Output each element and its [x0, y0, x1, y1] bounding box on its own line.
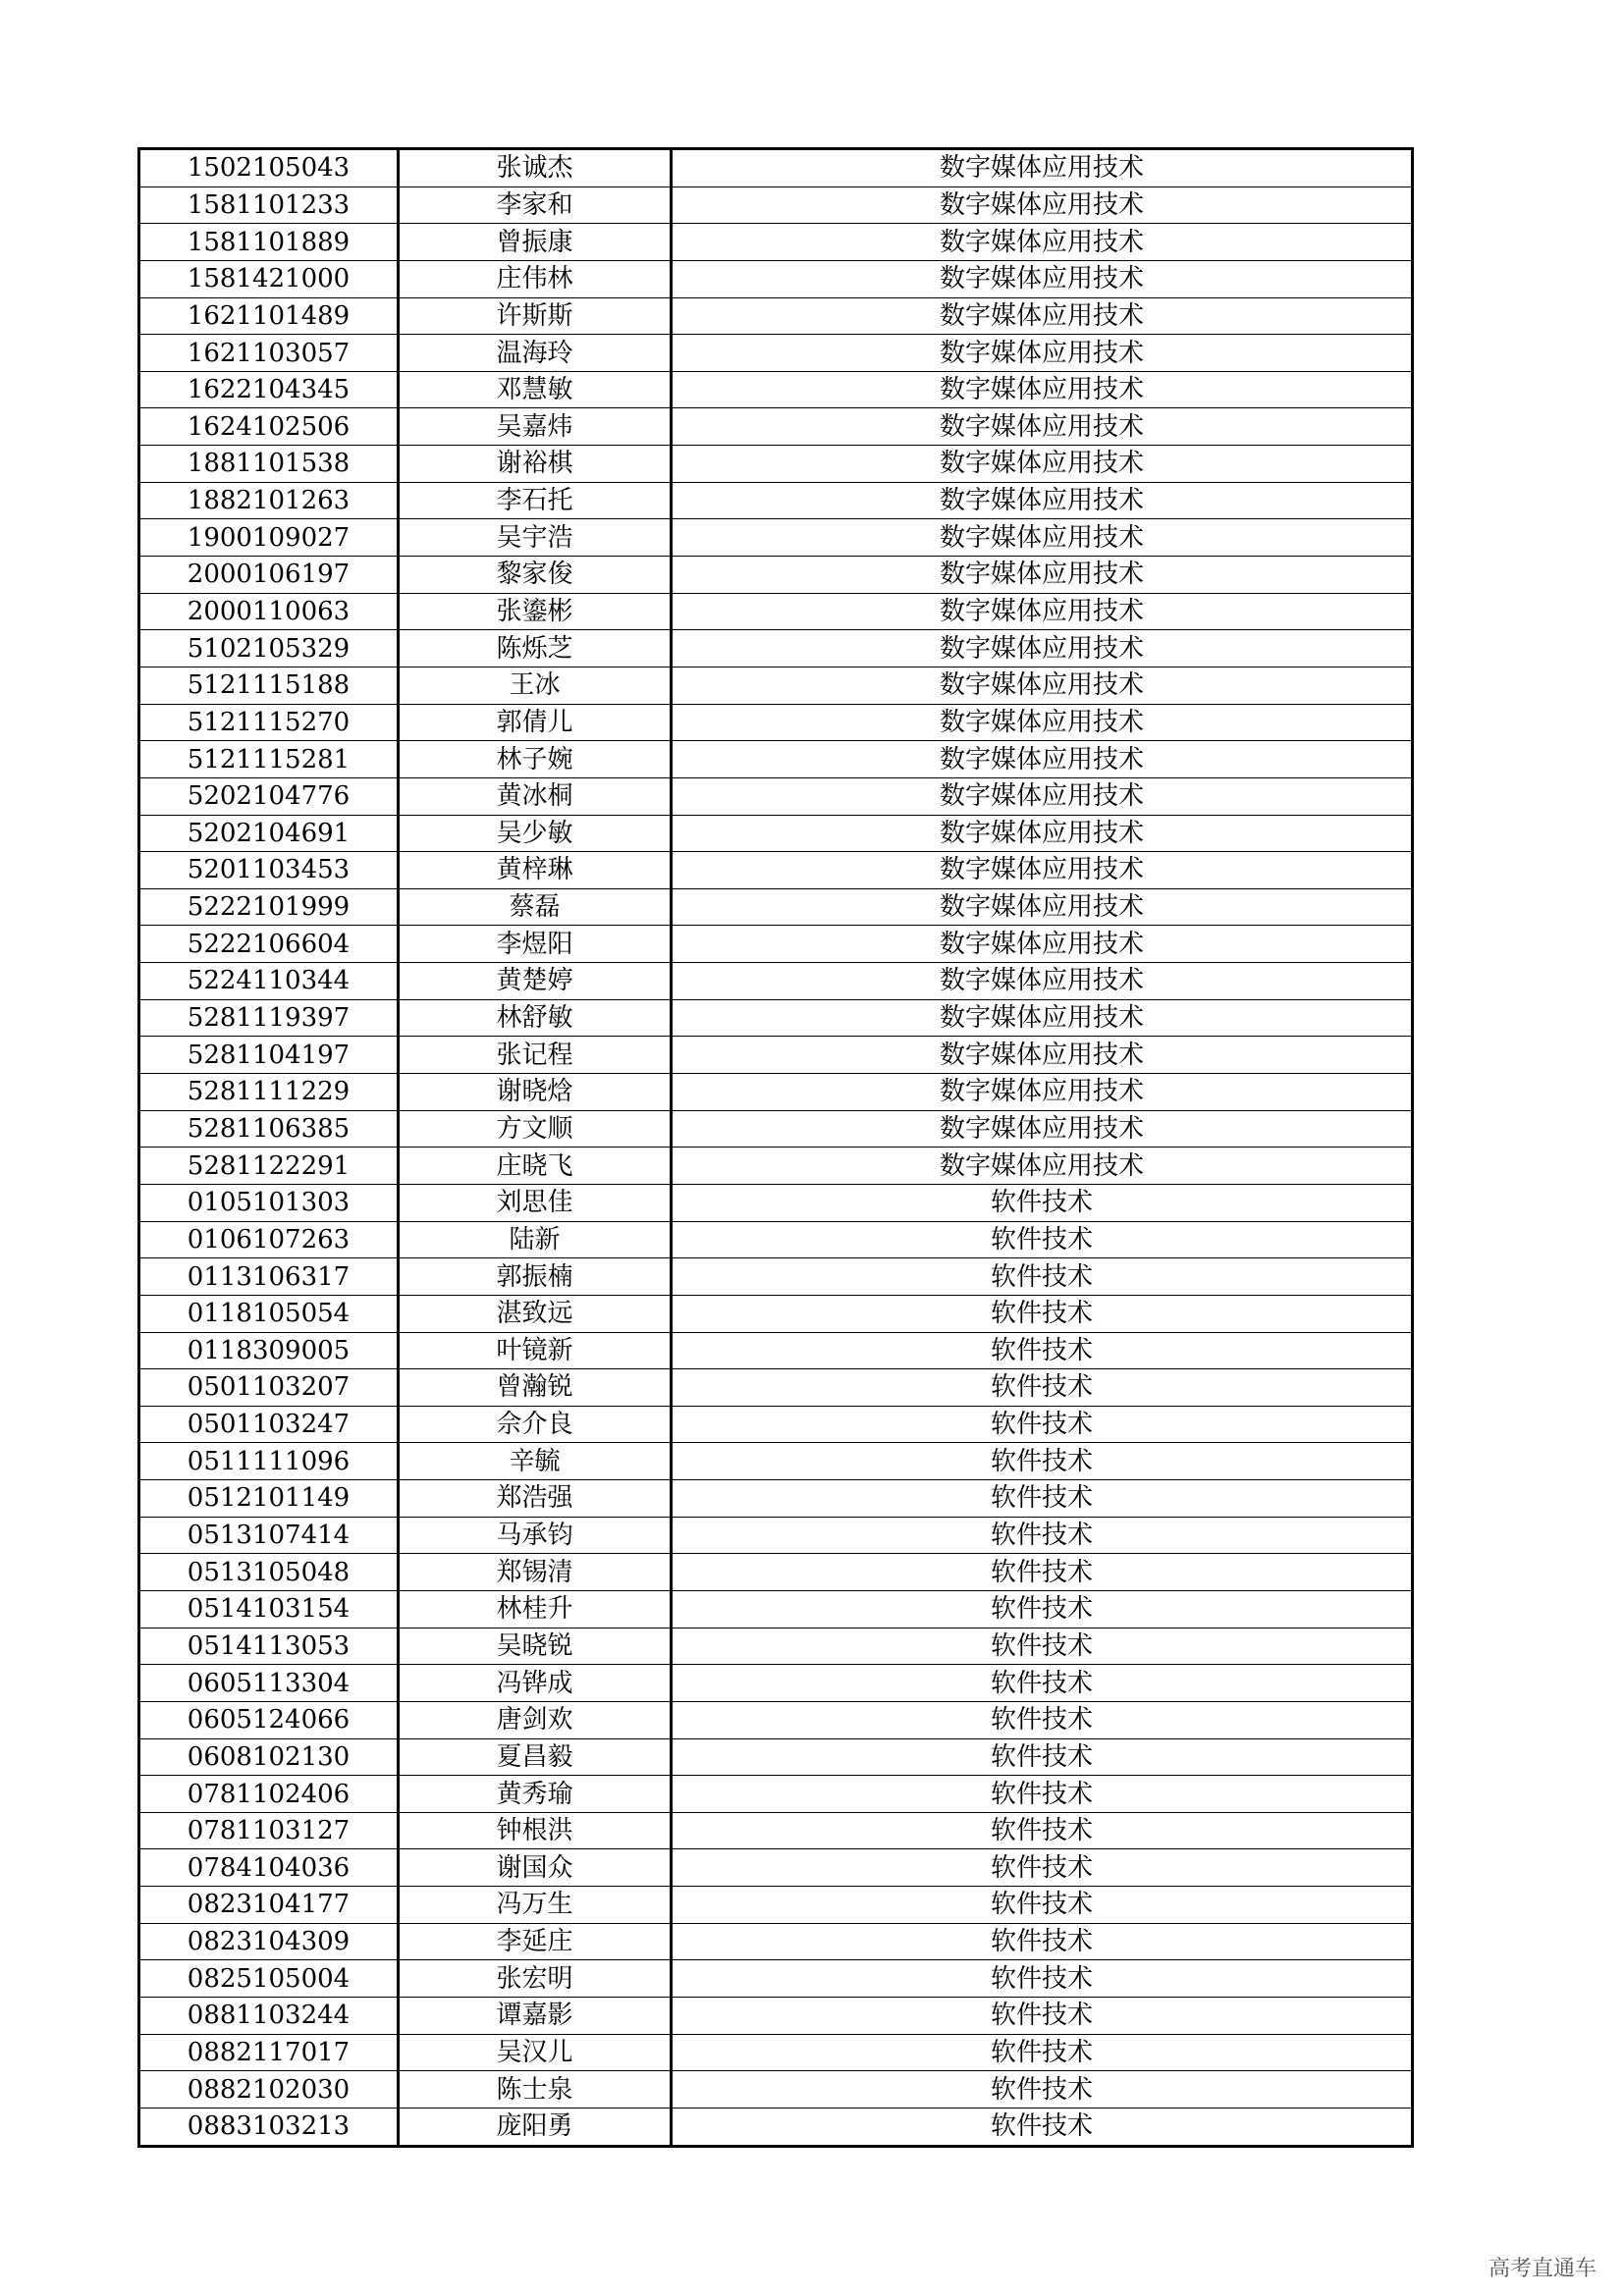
- student-name-cell: 林子婉: [399, 741, 672, 778]
- major-cell: 软件技术: [672, 1590, 1413, 1628]
- major-cell: 数字媒体应用技术: [672, 446, 1413, 483]
- table-row: [139, 1037, 1413, 1074]
- major-cell: 软件技术: [672, 1998, 1413, 2035]
- table-row: [139, 557, 1413, 594]
- major-cell: 数字媒体应用技术: [672, 482, 1413, 519]
- major-cell: 软件技术: [672, 1406, 1413, 1443]
- student-id-cell: 1881101538: [139, 446, 399, 483]
- student-id-cell: 0501103207: [139, 1369, 399, 1407]
- table-row: [139, 1738, 1413, 1776]
- student-name-cell: 吴汉儿: [399, 2034, 672, 2071]
- footer-watermark: 高考直通车: [1488, 2257, 1597, 2281]
- student-id-cell: 5281104197: [139, 1037, 399, 1074]
- student-name-cell: 张鎏彬: [399, 593, 672, 630]
- major-cell: 软件技术: [672, 1295, 1413, 1332]
- table-row: [139, 446, 1413, 483]
- major-cell: 数字媒体应用技术: [672, 852, 1413, 889]
- student-id-cell: 2000110063: [139, 593, 399, 630]
- student-id-cell: 0511111096: [139, 1443, 399, 1480]
- student-id-cell: 0512101149: [139, 1480, 399, 1518]
- student-id-cell: 5121115270: [139, 704, 399, 741]
- table-row: [139, 1110, 1413, 1148]
- table-row: [139, 1849, 1413, 1887]
- student-name-cell: 方文顺: [399, 1110, 672, 1148]
- major-cell: 软件技术: [672, 2071, 1413, 2109]
- table-row: [139, 852, 1413, 889]
- major-cell: 软件技术: [672, 1665, 1413, 1702]
- table-row: [139, 1887, 1413, 1924]
- table-row: [139, 2071, 1413, 2109]
- student-name-cell: 马承钧: [399, 1517, 672, 1554]
- student-name-cell: 吴宇浩: [399, 519, 672, 557]
- student-id-cell: 1581101233: [139, 187, 399, 224]
- major-cell: 软件技术: [672, 1517, 1413, 1554]
- student-name-cell: 黄冰桐: [399, 777, 672, 815]
- table-row: [139, 335, 1413, 372]
- student-id-cell: 5121115281: [139, 741, 399, 778]
- student-name-cell: 谢国众: [399, 1849, 672, 1887]
- student-name-cell: 钟根洪: [399, 1812, 672, 1849]
- student-name-cell: 李家和: [399, 187, 672, 224]
- major-cell: 数字媒体应用技术: [672, 224, 1413, 261]
- student-name-cell: 李石托: [399, 482, 672, 519]
- major-cell: 软件技术: [672, 2108, 1413, 2146]
- major-cell: 数字媒体应用技术: [672, 1148, 1413, 1185]
- major-cell: 软件技术: [672, 1776, 1413, 1813]
- major-cell: 软件技术: [672, 1480, 1413, 1518]
- student-id-cell: 0823104177: [139, 1887, 399, 1924]
- major-cell: 软件技术: [672, 1812, 1413, 1849]
- table-row: [139, 963, 1413, 1000]
- table-row: [139, 1074, 1413, 1111]
- table-row: [139, 777, 1413, 815]
- student-name-cell: 郑浩强: [399, 1480, 672, 1518]
- major-cell: 软件技术: [672, 1332, 1413, 1369]
- table-row: [139, 1776, 1413, 1813]
- student-name-cell: 王冰: [399, 667, 672, 704]
- student-id-cell: 0883103213: [139, 2108, 399, 2146]
- major-cell: 数字媒体应用技术: [672, 371, 1413, 408]
- student-name-cell: 张记程: [399, 1037, 672, 1074]
- student-name-cell: 唐剑欢: [399, 1701, 672, 1738]
- student-name-cell: 林舒敏: [399, 999, 672, 1037]
- table-row: [139, 482, 1413, 519]
- table-row: [139, 593, 1413, 630]
- student-id-cell: 1622104345: [139, 371, 399, 408]
- major-cell: 数字媒体应用技术: [672, 408, 1413, 446]
- major-cell: 软件技术: [672, 1960, 1413, 1998]
- major-cell: 数字媒体应用技术: [672, 741, 1413, 778]
- student-id-cell: 0781102406: [139, 1776, 399, 1813]
- major-cell: 软件技术: [672, 1849, 1413, 1887]
- student-id-cell: 5121115188: [139, 667, 399, 704]
- table-row: [139, 149, 1413, 187]
- student-id-cell: 1621101489: [139, 297, 399, 335]
- table-row: [139, 1701, 1413, 1738]
- major-cell: 数字媒体应用技术: [672, 630, 1413, 667]
- student-id-cell: 5102105329: [139, 630, 399, 667]
- major-cell: 软件技术: [672, 1628, 1413, 1665]
- table-row: [139, 297, 1413, 335]
- student-id-cell: 0113106317: [139, 1258, 399, 1296]
- student-name-cell: 郑锡清: [399, 1554, 672, 1591]
- major-cell: 数字媒体应用技术: [672, 557, 1413, 594]
- table-row: [139, 1406, 1413, 1443]
- table-row: [139, 1369, 1413, 1407]
- table-row: [139, 1923, 1413, 1960]
- table-row: [139, 1332, 1413, 1369]
- major-cell: 软件技术: [672, 1923, 1413, 1960]
- student-name-cell: 曾瀚锐: [399, 1369, 672, 1407]
- student-id-cell: 5281119397: [139, 999, 399, 1037]
- student-id-cell: 0106107263: [139, 1221, 399, 1258]
- major-cell: 数字媒体应用技术: [672, 335, 1413, 372]
- student-name-cell: 黄楚婷: [399, 963, 672, 1000]
- major-cell: 数字媒体应用技术: [672, 963, 1413, 1000]
- major-cell: 数字媒体应用技术: [672, 1074, 1413, 1111]
- major-cell: 数字媒体应用技术: [672, 593, 1413, 630]
- major-cell: 软件技术: [672, 1258, 1413, 1296]
- student-id-cell: 0501103247: [139, 1406, 399, 1443]
- major-cell: 数字媒体应用技术: [672, 667, 1413, 704]
- student-name-cell: 张诚杰: [399, 149, 672, 187]
- major-cell: 数字媒体应用技术: [672, 260, 1413, 297]
- student-name-cell: 黄秀瑜: [399, 1776, 672, 1813]
- student-name-cell: 蔡磊: [399, 888, 672, 926]
- student-id-cell: 1581101889: [139, 224, 399, 261]
- student-id-cell: 5281122291: [139, 1148, 399, 1185]
- student-id-cell: 0513105048: [139, 1554, 399, 1591]
- table-row: [139, 1590, 1413, 1628]
- student-id-cell: 0118105054: [139, 1295, 399, 1332]
- student-id-cell: 0605113304: [139, 1665, 399, 1702]
- table-row: [139, 667, 1413, 704]
- student-name-cell: 郭振楠: [399, 1258, 672, 1296]
- student-id-cell: 0105101303: [139, 1184, 399, 1221]
- student-name-cell: 陆新: [399, 1221, 672, 1258]
- student-id-cell: 1900109027: [139, 519, 399, 557]
- table-row: [139, 260, 1413, 297]
- student-name-cell: 冯铧成: [399, 1665, 672, 1702]
- student-id-cell: 1581421000: [139, 260, 399, 297]
- major-cell: 软件技术: [672, 1443, 1413, 1480]
- table-row: [139, 1184, 1413, 1221]
- student-name-cell: 林桂升: [399, 1590, 672, 1628]
- major-cell: 软件技术: [672, 1701, 1413, 1738]
- student-name-cell: 陈士泉: [399, 2071, 672, 2109]
- major-cell: 软件技术: [672, 1738, 1413, 1776]
- table-row: [139, 1554, 1413, 1591]
- table-row: [139, 1148, 1413, 1185]
- student-id-cell: 0514113053: [139, 1628, 399, 1665]
- table-row: [139, 888, 1413, 926]
- table-row: [139, 999, 1413, 1037]
- student-name-cell: 谢裕棋: [399, 446, 672, 483]
- major-cell: 数字媒体应用技术: [672, 149, 1413, 187]
- table-row: [139, 1812, 1413, 1849]
- student-name-cell: 郭倩儿: [399, 704, 672, 741]
- student-id-cell: 0784104036: [139, 1849, 399, 1887]
- student-id-cell: 5202104776: [139, 777, 399, 815]
- student-id-cell: 5224110344: [139, 963, 399, 1000]
- roster-body: [139, 149, 1413, 2147]
- student-name-cell: 庞阳勇: [399, 2108, 672, 2146]
- student-name-cell: 夏昌毅: [399, 1738, 672, 1776]
- student-name-cell: 吴晓锐: [399, 1628, 672, 1665]
- student-id-cell: 2000106197: [139, 557, 399, 594]
- student-id-cell: 0825105004: [139, 1960, 399, 1998]
- student-id-cell: 1624102506: [139, 408, 399, 446]
- major-cell: 数字媒体应用技术: [672, 999, 1413, 1037]
- table-row: [139, 187, 1413, 224]
- student-name-cell: 谭嘉影: [399, 1998, 672, 2035]
- student-id-cell: 1882101263: [139, 482, 399, 519]
- student-id-cell: 0823104309: [139, 1923, 399, 1960]
- table-row: [139, 1443, 1413, 1480]
- major-cell: 软件技术: [672, 1554, 1413, 1591]
- student-id-cell: 0608102130: [139, 1738, 399, 1776]
- student-name-cell: 黄梓琳: [399, 852, 672, 889]
- table-row: [139, 1480, 1413, 1518]
- table-row: [139, 704, 1413, 741]
- major-cell: 软件技术: [672, 1887, 1413, 1924]
- student-id-cell: 0514103154: [139, 1590, 399, 1628]
- student-id-cell: 5201103453: [139, 852, 399, 889]
- table-row: [139, 1960, 1413, 1998]
- major-cell: 数字媒体应用技术: [672, 187, 1413, 224]
- table-row: [139, 2108, 1413, 2146]
- student-name-cell: 湛致远: [399, 1295, 672, 1332]
- major-cell: 软件技术: [672, 1221, 1413, 1258]
- table-row: [139, 224, 1413, 261]
- major-cell: 软件技术: [672, 2034, 1413, 2071]
- student-name-cell: 冯万生: [399, 1887, 672, 1924]
- student-name-cell: 吴嘉炜: [399, 408, 672, 446]
- table-row: [139, 1998, 1413, 2035]
- student-name-cell: 张宏明: [399, 1960, 672, 1998]
- table-row: [139, 741, 1413, 778]
- major-cell: 数字媒体应用技术: [672, 519, 1413, 557]
- student-id-cell: 1621103057: [139, 335, 399, 372]
- student-name-cell: 黎家俊: [399, 557, 672, 594]
- student-name-cell: 庄伟林: [399, 260, 672, 297]
- student-id-cell: 5222106604: [139, 926, 399, 963]
- major-cell: 数字媒体应用技术: [672, 777, 1413, 815]
- roster-table: [137, 147, 1414, 2148]
- major-cell: 软件技术: [672, 1369, 1413, 1407]
- table-row: [139, 815, 1413, 852]
- student-name-cell: 刘思佳: [399, 1184, 672, 1221]
- student-id-cell: 0513107414: [139, 1517, 399, 1554]
- major-cell: 数字媒体应用技术: [672, 1110, 1413, 1148]
- student-name-cell: 曾振康: [399, 224, 672, 261]
- student-id-cell: 0781103127: [139, 1812, 399, 1849]
- table-row: [139, 2034, 1413, 2071]
- student-name-cell: 辛毓: [399, 1443, 672, 1480]
- table-row: [139, 1665, 1413, 1702]
- student-name-cell: 陈烁芝: [399, 630, 672, 667]
- student-name-cell: 庄晓飞: [399, 1148, 672, 1185]
- table-row: [139, 630, 1413, 667]
- major-cell: 数字媒体应用技术: [672, 888, 1413, 926]
- table-row: [139, 1221, 1413, 1258]
- student-name-cell: 许斯斯: [399, 297, 672, 335]
- student-name-cell: 谢晓焓: [399, 1074, 672, 1111]
- student-name-cell: 吴少敏: [399, 815, 672, 852]
- major-cell: 数字媒体应用技术: [672, 297, 1413, 335]
- table-row: [139, 1517, 1413, 1554]
- student-name-cell: 李延庄: [399, 1923, 672, 1960]
- student-name-cell: 温海玲: [399, 335, 672, 372]
- major-cell: 数字媒体应用技术: [672, 926, 1413, 963]
- student-id-cell: 1502105043: [139, 149, 399, 187]
- student-id-cell: 0881103244: [139, 1998, 399, 2035]
- student-id-cell: 5281106385: [139, 1110, 399, 1148]
- table-row: [139, 519, 1413, 557]
- student-name-cell: 邓慧敏: [399, 371, 672, 408]
- student-id-cell: 5281111229: [139, 1074, 399, 1111]
- table-row: [139, 1628, 1413, 1665]
- student-id-cell: 0605124066: [139, 1701, 399, 1738]
- student-id-cell: 5222101999: [139, 888, 399, 926]
- major-cell: 数字媒体应用技术: [672, 1037, 1413, 1074]
- major-cell: 软件技术: [672, 1184, 1413, 1221]
- table-row: [139, 1295, 1413, 1332]
- table-row: [139, 1258, 1413, 1296]
- student-id-cell: 0882117017: [139, 2034, 399, 2071]
- student-id-cell: 0882102030: [139, 2071, 399, 2109]
- student-name-cell: 李煜阳: [399, 926, 672, 963]
- major-cell: 数字媒体应用技术: [672, 704, 1413, 741]
- table-row: [139, 926, 1413, 963]
- student-id-cell: 5202104691: [139, 815, 399, 852]
- table-row: [139, 408, 1413, 446]
- table-row: [139, 371, 1413, 408]
- student-name-cell: 叶镜新: [399, 1332, 672, 1369]
- student-name-cell: 佘介良: [399, 1406, 672, 1443]
- major-cell: 数字媒体应用技术: [672, 815, 1413, 852]
- student-id-cell: 0118309005: [139, 1332, 399, 1369]
